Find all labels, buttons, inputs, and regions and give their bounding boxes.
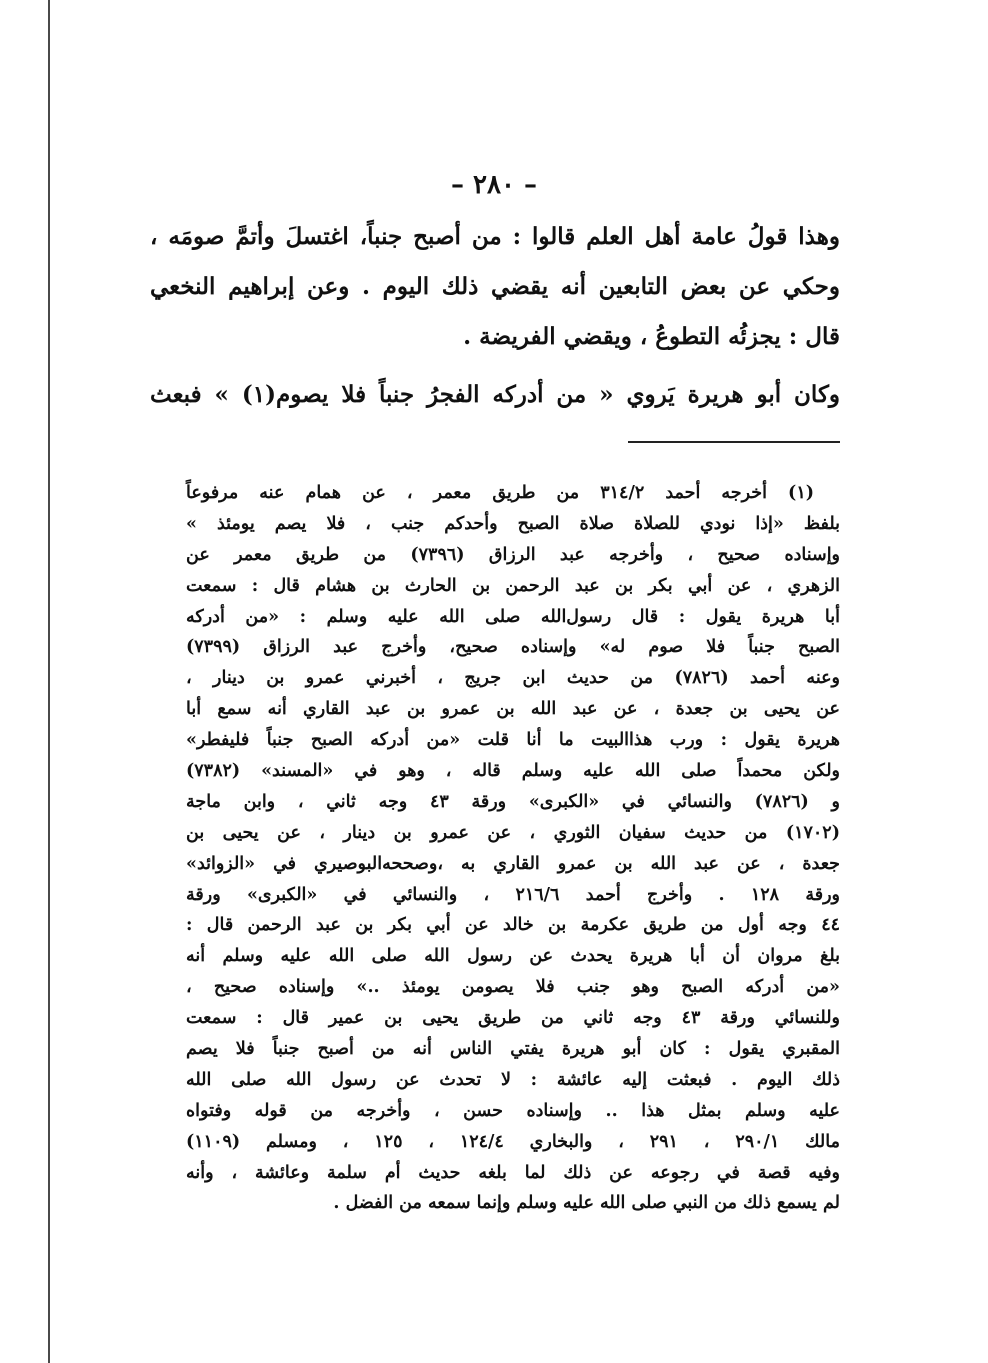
footnote-line: بلغ مروان أن أبا هريرة يحدث عن رسول الله صلى الله عليه وسلم أنه <box>186 946 840 967</box>
footnote-line: ولكن محمداً صلى الله عليه وسلم قاله ، وهو في «المسند» (٧٣٨٢) <box>186 761 840 782</box>
footnote-line: المقبري يقول : كان أبو هريرة يفتي الناس أنه من أصبح جنباً فلا يصم <box>186 1039 840 1060</box>
footnote-line: عن يحيى بن جعدة ، عن عبد الله بن عمرو بن عبد القاري أنه سمع أبا <box>186 699 840 720</box>
main-text-line: قال : يجزئُه التطوعُ ، ويقضي الفريضة . <box>463 323 840 350</box>
footnote-line: لم يسمع ذلك من النبي صلى الله عليه وسلم وإنما سمعه من الفضل . <box>333 1193 840 1214</box>
footnote-line: بلفظ «إذا نودي للصلاة صلاة الصبح وأحدكم جنب ، فلا يصم يومئذ » <box>186 513 840 534</box>
main-text-line: وكان أبو هريرة يَروي « من أدركه الفجرُ جنباً فلا يصوم(١) » فبعث <box>150 381 840 408</box>
footnote-line: وللنسائي ورقة ٤٣ وجه ثاني من طريق يحيى بن عمير قال : سمعت <box>186 1008 841 1029</box>
footnote-line: ذلك اليوم . فبعثت إليه عائشة : لا تحدث عن رسول الله صلى الله <box>186 1069 840 1090</box>
footnote-line: و (٧٨٢٦) والنسائي في «الكبرى» ورقة ٤٣ وجه ثاني ، وابن ماجة <box>186 791 840 812</box>
page-number: – ٢٨٠ – <box>450 170 538 200</box>
footnote-line: وفيه قصة في رجوعه عن ذلك لما بلغه حديث أم سلمة وعائشة ، وأنه <box>186 1162 840 1183</box>
main-text-line: وهذا قولُ عامة أهل العلم قالوا : من أصبح جنباً، اغتسلَ وأتمَّ صومَه ، <box>150 223 840 250</box>
footnote-line: وإسناده صحيح ، وأخرجه عبد الرزاق (٧٣٩٦) من طريق معمر عن <box>186 544 841 565</box>
footnote-line: الزهري ، عن أبي بكر بن عبد الرحمن بن الحارث بن هشام قال : سمعت <box>186 575 840 596</box>
footnote-line: (١) أخرجه أحمد ٣١٤/٢ من طريق معمر ، عن همام عنه مرفوعاً <box>186 483 814 503</box>
main-text-block <box>150 212 840 420</box>
footnote-line: مالك ٢٩٠/١ ، ٢٩١ ، والبخاري ١٢٤/٤ ، ١٢٥ ، ومسلم (١١٠٩) <box>186 1131 840 1152</box>
footnote-line: أبا هريرة يقول : قال رسول‌الله صلى الله عليه وسلم : «من أدركه <box>186 606 840 627</box>
footnote-line: وعنه أحمد (٧٨٢٦) من حديث ابن جريج ، أخبرني عمرو بن دينار ، <box>186 668 840 689</box>
footnote-line: «من أدركه الصبح وهو جنب فلا يصومن يومئذ ..» وإسناده صحيح ، <box>186 977 840 998</box>
footnote-line: الصبح جنباً فلا صوم له» وإسناده صحيح، وأخرج عبد الرزاق (٧٣٩٩) <box>186 637 840 658</box>
footnote-separator <box>628 441 840 443</box>
footnote-line: ٤٤ وجه أول من طريق عكرمة بن خالد عن أبي بكر بن عبد الرحمن قال : <box>186 915 840 936</box>
footnote-line: (١٧٠٢) من حديث سفيان الثوري ، عن عمرو بن دينار ، عن يحيى بن <box>186 822 840 843</box>
footnote-line: هريرة يقول : ورب هذاالبيت ما أنا قلت «من أدركه الصبح جنباً فليفطر» <box>186 730 840 751</box>
main-text-line: وحكي عن بعض التابعين أنه يقضي ذلك اليوم . وعن إبراهيم النخعي <box>150 273 840 300</box>
footnote-line: عليه وسلم بمثل هذا .. وإسناده حسن ، وأخرجه من قوله وفتواه <box>186 1100 840 1121</box>
footnote-line: ورقة ١٢٨ . وأخرج أحمد ٢١٦/٦ ، والنسائي في «الكبرى» ورقة <box>186 884 840 905</box>
footnote-block <box>186 478 840 1219</box>
page-left-edge <box>48 0 50 1363</box>
paragraph-gap <box>150 362 840 370</box>
footnote-line: جعدة ، عن عبد الله بن عمرو القاري به ،وصححه‌البوصيري في «الزوائد» <box>186 853 840 874</box>
